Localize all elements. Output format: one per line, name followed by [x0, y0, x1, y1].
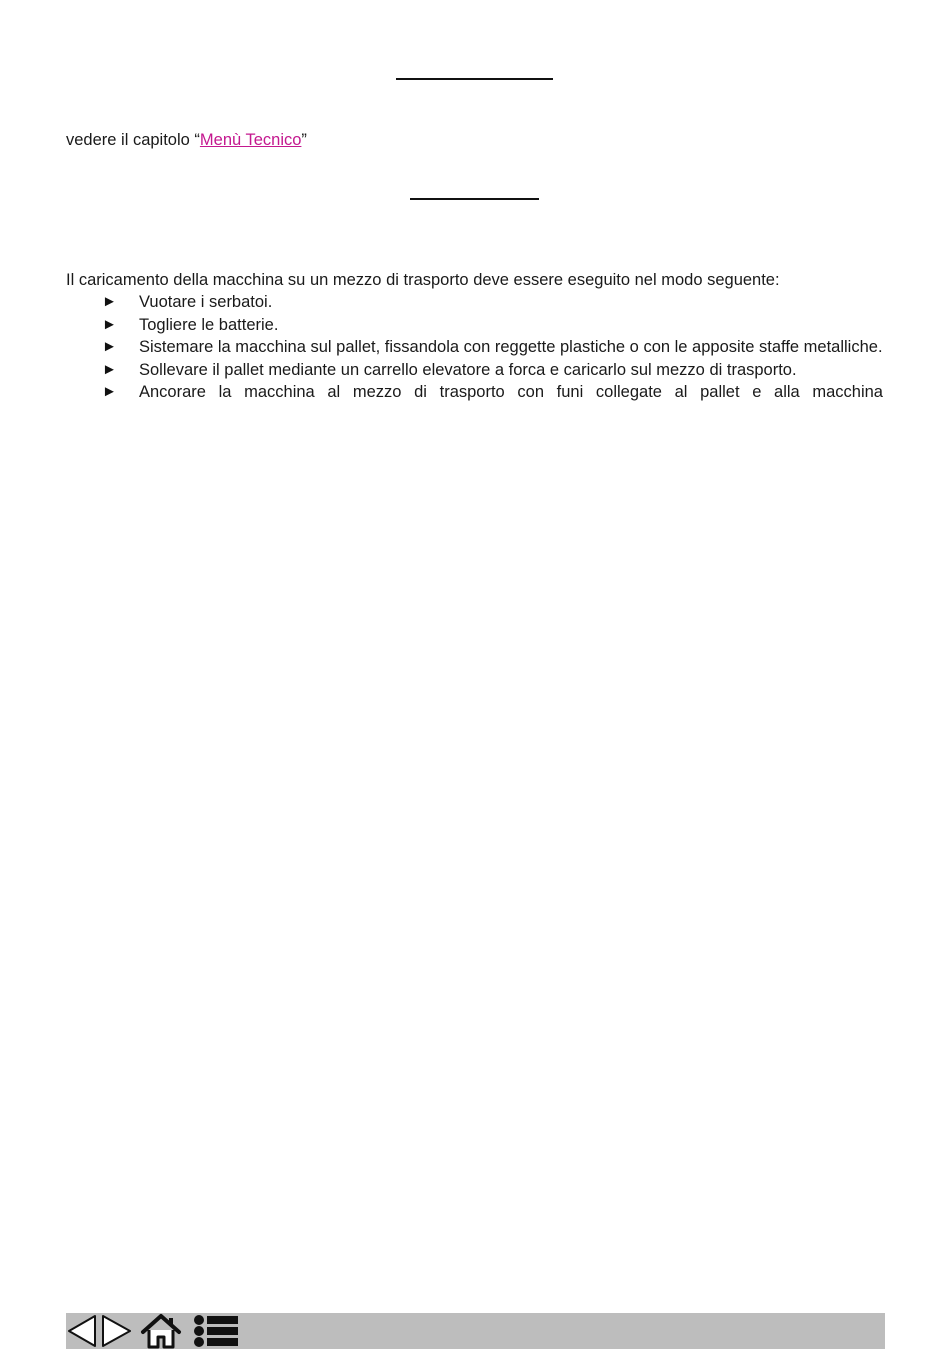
home-icon: [140, 1313, 182, 1349]
next-page-icon: [100, 1313, 134, 1349]
bullet-arrow-icon: ►: [102, 315, 117, 333]
reference-prefix: vedere il capitolo “: [66, 131, 200, 149]
heading-rule-second: [410, 198, 539, 200]
next-page-button[interactable]: [100, 1313, 134, 1349]
previous-page-button[interactable]: [66, 1313, 98, 1349]
footer-navigation-bar: [66, 1313, 885, 1349]
reference-suffix: ”: [301, 131, 307, 149]
loading-steps-list: [66, 291, 883, 404]
menu-tecnico-link[interactable]: Menù Tecnico: [199, 131, 302, 149]
bullet-arrow-icon: ►: [102, 360, 117, 378]
list-item: ► Vuotare i serbatoi.: [66, 291, 883, 314]
index-list-icon: [192, 1313, 240, 1349]
home-button[interactable]: [140, 1313, 182, 1349]
index-button[interactable]: [192, 1313, 240, 1349]
bullet-arrow-icon: ►: [102, 338, 117, 356]
list-item: ► Ancorare la macchina al mezzo di trasporto con funi collegate al pallet e alla macchina: [66, 381, 883, 404]
bullet-arrow-icon: ►: [102, 293, 117, 310]
list-item: ► Sistemare la macchina sul pallet, fissandola con reggette plastiche o con le apposite staffe metalliche.: [66, 336, 883, 359]
chapter-reference: [66, 129, 307, 151]
loading-intro: Il caricamento della macchina su un mezzo di trasporto deve essere eseguito nel modo seguente:: [66, 271, 780, 289]
previous-page-icon: [66, 1313, 98, 1349]
heading-rule-top: [396, 78, 553, 80]
list-item: ► Sollevare il pallet mediante un carrello elevatore a forca e caricarlo sul mezzo di trasporto.: [66, 359, 883, 382]
list-item: ► Togliere le batterie.: [66, 314, 883, 337]
bullet-arrow-icon: ►: [102, 383, 117, 401]
